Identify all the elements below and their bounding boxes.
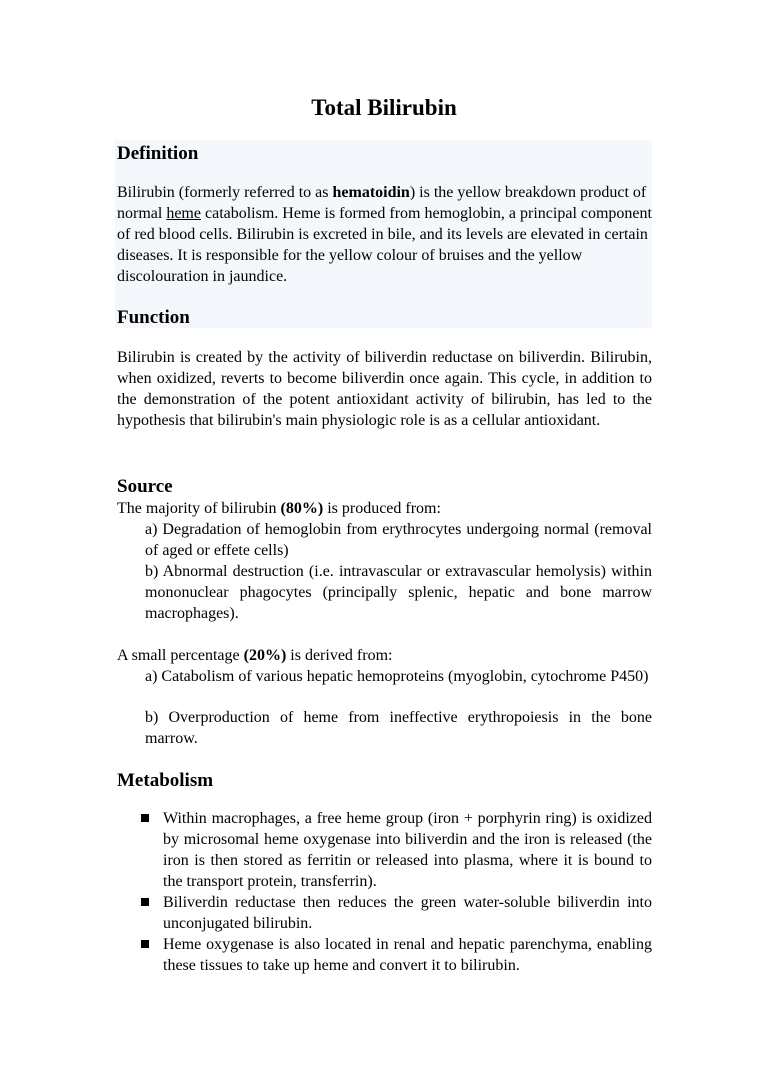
source-major-post: is produced from: xyxy=(323,500,441,517)
source-major-item-b: b) Abnormal destruction (i.e. intravascular or extravascular hemolysis) within mononuclear phagocytes (principally splenic, hepatic and bone marrow macrophages). xyxy=(145,563,652,622)
source-minor-item-a: a) Catabolism of various hepatic hemoproteins (myoglobin, cytochrome P450) xyxy=(145,668,649,685)
function-paragraph: Bilirubin is created by the activity of biliverdin reductase on biliverdin. Bilirubin, when oxidized, reverts to become biliverdin once again. This cycle, in addition to the demonstration of the potent antioxidant activity of bilirubin, has led to the hypothesis that bilirubin's main physiologic role is as a cellular antioxidant. xyxy=(117,349,652,429)
source-major-item-a: a) Degradation of hemoglobin from erythrocytes undergoing normal (removal of aged or effete cells) xyxy=(145,521,652,559)
metabolism-list-item: Within macrophages, a free heme group (iron + porphyrin ring) is oxidized by microsomal heme oxygenase into biliverdin and the iron is released (the iron is then stored as ferritin or released into plasma, where it is bound to the transport protein, transferrin). xyxy=(163,810,652,890)
source-minor-percent: (20%) xyxy=(243,647,287,664)
source-major-pre: The majority of bilirubin xyxy=(117,500,281,517)
source-major-intro xyxy=(117,498,652,519)
metabolism-heading: Metabolism xyxy=(117,770,214,791)
definition-text-1: Bilirubin (formerly referred to as xyxy=(117,184,333,201)
page-title: Total Bilirubin xyxy=(311,95,457,120)
metabolism-list-item: Biliverdin reductase then reduces the green water-soluble biliverdin into unconjugated bilirubin. xyxy=(163,894,652,932)
source-major-percent: (80%) xyxy=(280,500,324,517)
definition-text-2: ) is the yellow breakdown product of normal xyxy=(117,184,647,222)
definition-text-3: catabolism. Heme is formed from hemoglobin, a principal component of red blood cells. Bilirubin is excreted in bile, and its levels are elevated in certain diseases. It is responsible for the yellow colour of bruises and the yellow discolouration in jaundice. xyxy=(117,205,652,285)
source-minor-item-b: b) Overproduction of heme from ineffective erythropoiesis in the bone marrow. xyxy=(145,709,652,747)
source-minor-post: is derived from: xyxy=(286,647,393,664)
metabolism-list-item: Heme oxygenase is also located in renal and hepatic parenchyma, enabling these tissues to take up heme and convert it to bilirubin. xyxy=(163,936,652,974)
definition-paragraph xyxy=(117,182,652,287)
function-heading: Function xyxy=(117,307,190,328)
source-minor-intro xyxy=(117,645,652,666)
bullet-square-icon xyxy=(141,940,149,948)
bullet-square-icon xyxy=(141,814,149,822)
definition-heading: Definition xyxy=(117,143,199,164)
source-heading: Source xyxy=(117,476,173,497)
source-minor-pre: A small percentage xyxy=(117,647,244,664)
definition-bold-term: hematoidin xyxy=(332,184,410,201)
bullet-square-icon xyxy=(141,898,149,906)
heme-underlined-term: heme xyxy=(166,205,201,222)
